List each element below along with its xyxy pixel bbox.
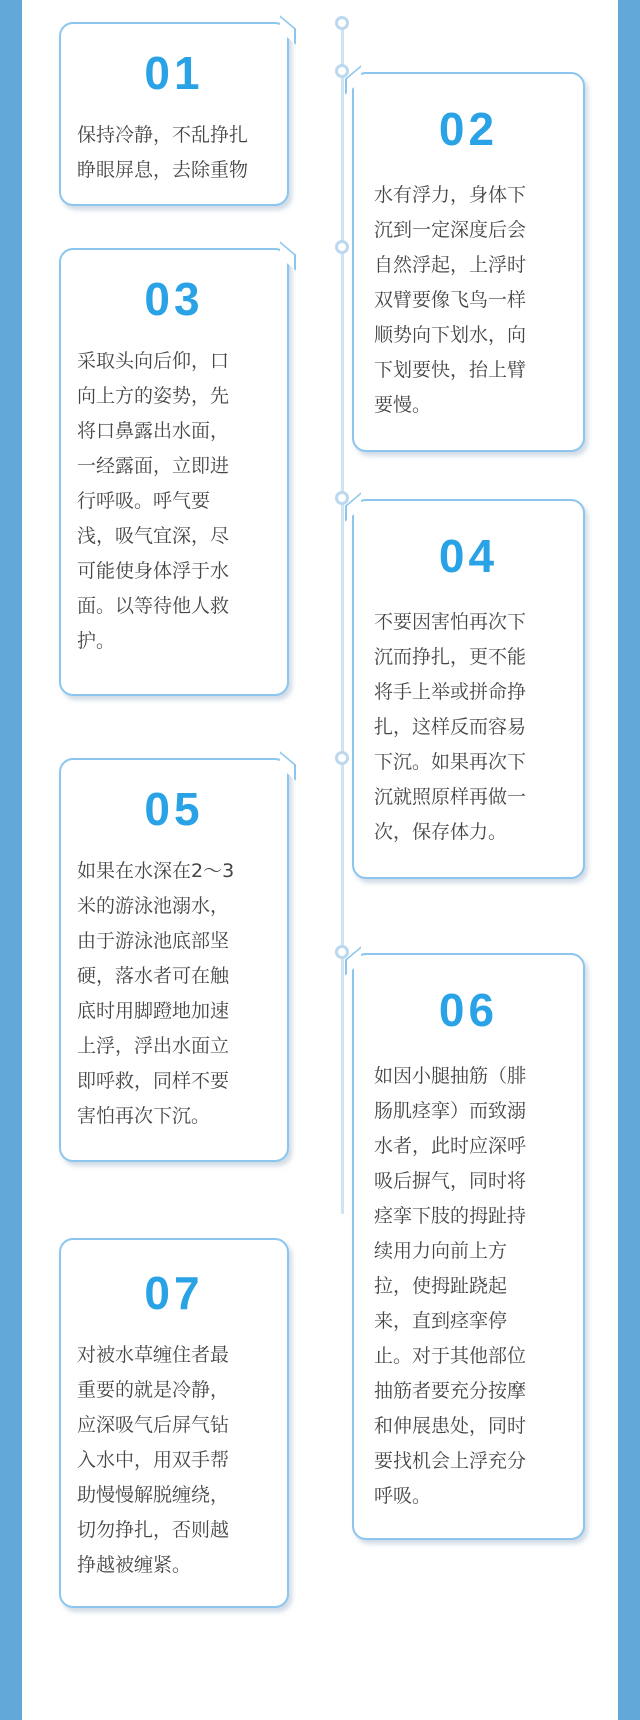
step-text: 采取头向后仰，口 向上方的姿势，先 将口鼻露出水面， 一经露面，立即进 行呼吸。呼气要 浅，吸气宜深，尽 可能使身体浮于水 面。以等待他人救 护。	[77, 350, 230, 652]
step-card-07	[59, 1238, 289, 1608]
step-number: 05	[144, 783, 204, 835]
card-pointer	[280, 241, 296, 270]
step-card-06	[352, 953, 585, 1540]
step-number: 06	[438, 984, 499, 1036]
card-pointer	[280, 15, 296, 44]
step-card-02	[352, 72, 585, 452]
step-number: 03	[144, 273, 204, 325]
step-text: 如果在水深在2～3 米的游泳池溺水， 由于游泳池底部坚 硬，落水者可在触 底时用脚蹬地加速 上浮，浮出水面立 即呼救，同样不要 害怕再次下沉。	[77, 860, 235, 1127]
step-number: 07	[144, 1267, 204, 1319]
step-card-01	[59, 22, 289, 206]
step-text: 不要因害怕再次下 沉而挣扎，更不能 将手上举或拼命挣 扎，这样反而容易 下沉。如果再次下 沉就照原样再做一 次，保存体力。	[374, 611, 527, 843]
page-background	[22, 0, 618, 1720]
step-text: 如因小腿抽筋（腓 肠肌痉挛）而致溺 水者，此时应深呼 吸后摒气，同时将 痉挛下肢的拇趾持 续用力向前上方 拉，使拇趾跷起 来，直到痉挛停 止。对于其他部位 抽筋者要充分按摩 和伸展患处，同时 要找机会上浮充分 呼吸。	[374, 1065, 527, 1507]
timeline-dot	[335, 240, 349, 254]
step-number: 02	[438, 103, 499, 155]
step-number: 01	[144, 47, 204, 99]
step-text: 水有浮力，身体下 沉到一定深度后会 自然浮起，上浮时 双臂要像飞鸟一样 顺势向下划水，向 下划要快，抬上臂 要慢。	[374, 184, 527, 416]
step-card-03	[59, 248, 289, 696]
timeline-dot	[335, 16, 349, 30]
card-pointer	[280, 751, 296, 780]
timeline-dot	[335, 751, 349, 765]
step-card-04	[352, 499, 585, 879]
step-text: 对被水草缠住者最 重要的就是冷静， 应深吸气后屏气钻 入水中，用双手帮 助慢慢解脱缠绕， 切勿挣扎，否则越 挣越被缠紧。	[77, 1344, 230, 1576]
step-card-05	[59, 758, 289, 1162]
timeline-spine	[341, 24, 344, 1214]
step-number: 04	[438, 530, 499, 582]
step-text: 保持冷静，不乱挣扎 睁眼屏息，去除重物	[77, 124, 249, 181]
